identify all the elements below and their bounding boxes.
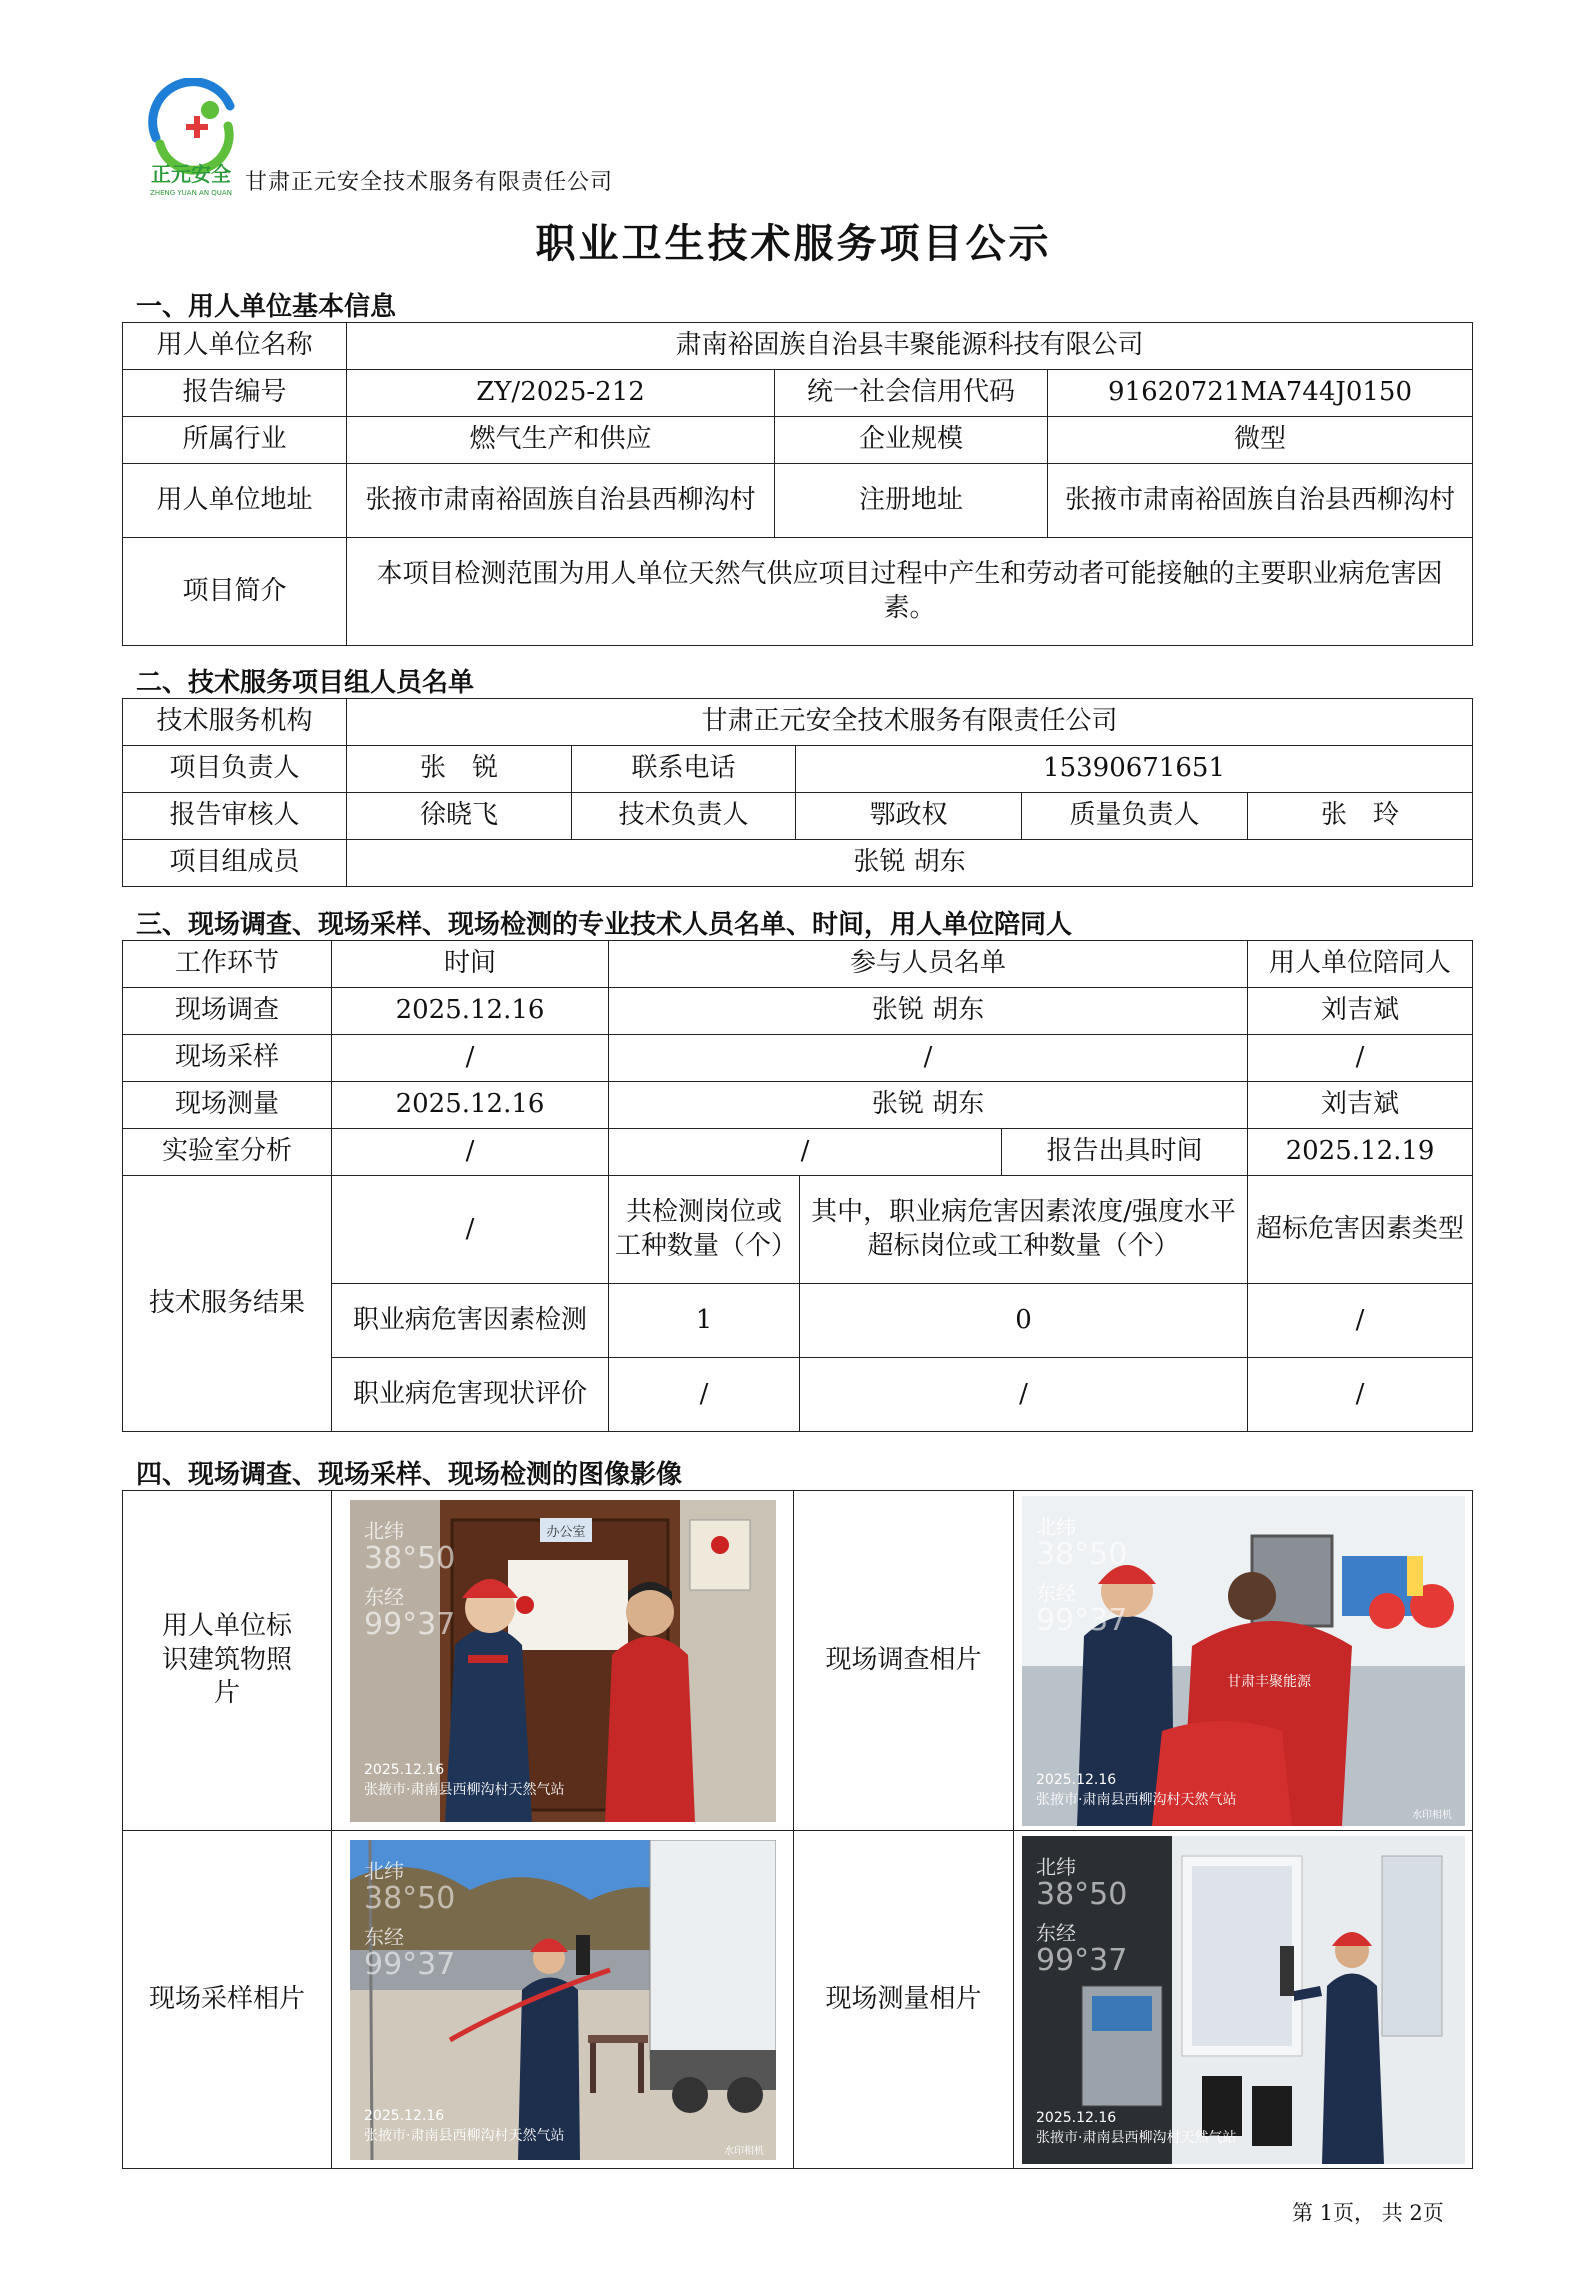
col-people-header: 参与人员名单 xyxy=(609,941,1248,988)
photo4-cell xyxy=(1014,1831,1473,2169)
address-value: 张掖市肃南裕固族自治县西柳沟村 xyxy=(347,464,775,538)
watermark-text: 水印相机 xyxy=(1411,1809,1452,1821)
reviewer-value: 徐晓飞 xyxy=(347,793,572,840)
results-count-header: 共检测岗位或工种数量（个） xyxy=(609,1176,800,1284)
photo3-label: 现场采样相片 xyxy=(123,1831,332,2169)
team-table xyxy=(122,698,1473,887)
photo-date: 2025.12.16 xyxy=(1035,2109,1116,2126)
photo1-label: 用人单位标识建筑物照片 xyxy=(123,1491,332,1831)
result-count-cell: / xyxy=(609,1358,800,1432)
stage-cell: 现场采样 xyxy=(123,1035,332,1082)
table-row xyxy=(123,1129,1473,1176)
phone-value: 15390671651 xyxy=(796,746,1473,793)
table-row xyxy=(123,988,1473,1035)
photo-location: 张掖市·肃南县西柳沟村天然气站 xyxy=(363,1781,564,1798)
section4-heading: 四、现场调查、现场采样、现场检测的图像影像 xyxy=(136,1460,683,1490)
time-cell: 2025.12.16 xyxy=(332,1082,609,1129)
escort-cell: 刘吉斌 xyxy=(1248,1082,1473,1129)
result-type-cell: / xyxy=(1248,1284,1473,1358)
industry-label: 所属行业 xyxy=(123,417,347,464)
longitude-value: 99°37 xyxy=(363,1606,455,1642)
photo1-cell xyxy=(332,1491,794,1831)
report-no-label: 报告编号 xyxy=(123,370,347,417)
photo2-cell xyxy=(1014,1491,1473,1831)
report-time-label: 报告出具时间 xyxy=(1002,1129,1248,1176)
result-item-cell: 职业病危害因素检测 xyxy=(332,1284,609,1358)
result-type-cell: / xyxy=(1248,1358,1473,1432)
reg-address-label: 注册地址 xyxy=(775,464,1048,538)
results-exceed-header: 其中，职业病危害因素浓度/强度水平超标岗位或工种数量（个） xyxy=(800,1176,1248,1284)
door-sign-text: 办公室 xyxy=(545,1524,586,1540)
site-measurement-photo xyxy=(1022,1836,1465,2164)
latitude-label: 北纬 xyxy=(1035,1854,1076,1879)
credit-code-label: 统一社会信用代码 xyxy=(775,370,1048,417)
section3-heading: 三、现场调查、现场采样、现场检测的专业技术人员名单、时间，用人单位陪同人 xyxy=(136,910,1073,940)
time-cell: 2025.12.16 xyxy=(332,988,609,1035)
logo-subtext: ZHENG YUAN AN QUAN xyxy=(150,189,232,197)
report-no-value: ZY/2025-212 xyxy=(347,370,775,417)
unit-name-label: 用人单位名称 xyxy=(123,323,347,370)
table-row xyxy=(123,1082,1473,1129)
phone-label: 联系电话 xyxy=(572,746,796,793)
photo3-cell xyxy=(332,1831,794,2169)
service-org-value: 甘肃正元安全技术服务有限责任公司 xyxy=(347,699,1473,746)
members-value: 张锐 胡东 xyxy=(347,840,1473,887)
photo-date: 2025.12.16 xyxy=(363,1761,444,1778)
latitude-value: 38°50 xyxy=(363,1880,455,1916)
result-count-cell: 1 xyxy=(609,1284,800,1358)
escort-cell: 刘吉斌 xyxy=(1248,988,1473,1035)
col-time-header: 时间 xyxy=(332,941,609,988)
unit-info-table xyxy=(122,322,1473,646)
results-type-header: 超标危害因素类型 xyxy=(1248,1176,1473,1284)
results-slash-cell: / xyxy=(332,1176,609,1284)
lab-stage-cell: 实验室分析 xyxy=(123,1129,332,1176)
time-cell: / xyxy=(332,1035,609,1082)
logo-text: 正元安全 xyxy=(151,162,231,186)
quality-lead-label: 质量负责人 xyxy=(1022,793,1248,840)
photo-date: 2025.12.16 xyxy=(1035,1771,1116,1788)
stage-cell: 现场测量 xyxy=(123,1082,332,1129)
result-exceed-cell: / xyxy=(800,1358,1248,1432)
page-number: 第 1页， 共 2页 xyxy=(1292,2201,1444,2225)
latitude-label: 北纬 xyxy=(363,1518,404,1543)
result-item-cell: 职业病危害现状评价 xyxy=(332,1358,609,1432)
longitude-value: 99°37 xyxy=(1035,1942,1127,1978)
latitude-value: 38°50 xyxy=(363,1540,455,1576)
reviewer-label: 报告审核人 xyxy=(123,793,347,840)
scale-label: 企业规模 xyxy=(775,417,1048,464)
stage-cell: 现场调查 xyxy=(123,988,332,1035)
scale-value: 微型 xyxy=(1048,417,1473,464)
escort-cell: / xyxy=(1248,1035,1473,1082)
members-label: 项目组成员 xyxy=(123,840,347,887)
tech-lead-label: 技术负责人 xyxy=(572,793,796,840)
credit-code-value: 91620721MA744J0150 xyxy=(1048,370,1473,417)
watermark-text: 水印相机 xyxy=(723,2145,764,2157)
section1-heading: 一、用人单位基本信息 xyxy=(136,292,397,322)
unit-name-value: 肃南裕固族自治县丰聚能源科技有限公司 xyxy=(347,323,1473,370)
lab-time-cell: / xyxy=(332,1129,609,1176)
people-cell: 张锐 胡东 xyxy=(609,988,1248,1035)
leader-value: 张 锐 xyxy=(347,746,572,793)
photo2-label: 现场调查相片 xyxy=(794,1491,1014,1831)
building-sign-photo xyxy=(350,1500,776,1822)
service-org-label: 技术服务机构 xyxy=(123,699,347,746)
industry-value: 燃气生产和供应 xyxy=(347,417,775,464)
latitude-value: 38°50 xyxy=(1035,1536,1127,1572)
longitude-label: 东经 xyxy=(1035,1920,1076,1945)
col-escort-header: 用人单位陪同人 xyxy=(1248,941,1473,988)
company-name-header: 甘肃正元安全技术服务有限责任公司 xyxy=(245,170,614,195)
col-stage-header: 工作环节 xyxy=(123,941,332,988)
longitude-value: 99°37 xyxy=(363,1946,455,1982)
latitude-label: 北纬 xyxy=(363,1858,404,1883)
lab-people-cell: / xyxy=(609,1129,1002,1176)
photo-table xyxy=(122,1490,1473,2169)
photo-location: 张掖市·肃南县西柳沟村天然气站 xyxy=(1035,1791,1236,1808)
work-table xyxy=(122,940,1473,1432)
summary-label: 项目简介 xyxy=(123,538,347,646)
longitude-label: 东经 xyxy=(363,1584,404,1609)
table-row xyxy=(123,1035,1473,1082)
summary-value: 本项目检测范围为用人单位天然气供应项目过程中产生和劳动者可能接触的主要职业病危害因素。 xyxy=(347,538,1473,646)
latitude-label: 北纬 xyxy=(1035,1514,1076,1539)
jacket-logo-text: 甘肃丰聚能源 xyxy=(1226,1673,1311,1690)
photo-date: 2025.12.16 xyxy=(363,2107,444,2124)
photo-location: 张掖市·肃南县西柳沟村天然气站 xyxy=(363,2127,564,2144)
reg-address-value: 张掖市肃南裕固族自治县西柳沟村 xyxy=(1048,464,1473,538)
result-exceed-cell: 0 xyxy=(800,1284,1248,1358)
longitude-label: 东经 xyxy=(363,1924,404,1949)
longitude-label: 东经 xyxy=(1035,1580,1076,1605)
site-survey-photo xyxy=(1022,1496,1465,1826)
tech-lead-value: 鄂政权 xyxy=(796,793,1022,840)
section2-heading: 二、技术服务项目组人员名单 xyxy=(136,668,475,698)
company-logo xyxy=(138,78,244,198)
latitude-value: 38°50 xyxy=(1035,1876,1127,1912)
photo-location: 张掖市·肃南县西柳沟村天然气站 xyxy=(1035,2129,1236,2146)
quality-lead-value: 张 玲 xyxy=(1248,793,1473,840)
people-cell: / xyxy=(609,1035,1248,1082)
page-title: 职业卫生技术服务项目公示 xyxy=(535,220,1052,267)
photo4-label: 现场测量相片 xyxy=(794,1831,1014,2169)
report-time-value: 2025.12.19 xyxy=(1248,1129,1473,1176)
site-sampling-photo xyxy=(350,1840,776,2160)
results-label: 技术服务结果 xyxy=(123,1176,332,1432)
longitude-value: 99°37 xyxy=(1035,1602,1127,1638)
people-cell: 张锐 胡东 xyxy=(609,1082,1248,1129)
leader-label: 项目负责人 xyxy=(123,746,347,793)
address-label: 用人单位地址 xyxy=(123,464,347,538)
